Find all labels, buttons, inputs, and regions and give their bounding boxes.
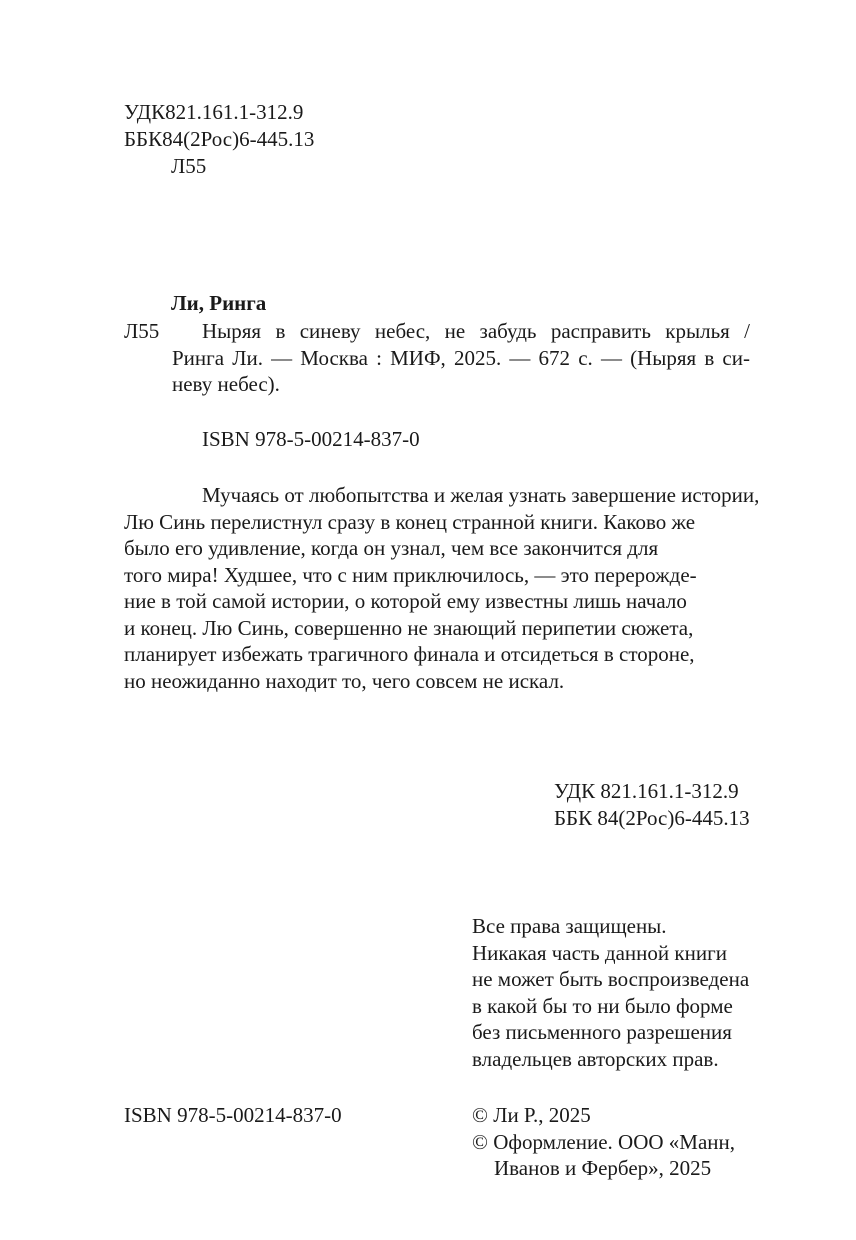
copyright-block — [472, 1102, 735, 1182]
card-author-mark: Л55 — [124, 319, 160, 343]
annotation-line: Мучаясь от любопытства и желая узнать завершение истории, — [202, 483, 760, 507]
copyright-line: © Ли Р., 2025 — [472, 1103, 591, 1127]
author-mark: Л55 — [171, 154, 207, 178]
rights-line: не может быть воспроизведена — [472, 967, 750, 991]
udk-code: УДК821.161.1-312.9 — [124, 100, 304, 124]
annotation-line: того мира! Худшее, что с ним приключилось, — это перерожде- — [124, 562, 697, 587]
card-isbn: ISBN 978-5-00214-837-0 — [202, 427, 420, 451]
rights-line: в какой бы то ни было форме — [472, 993, 733, 1018]
rights-line: владельцев авторских прав. — [472, 1046, 719, 1071]
bbk-classification: ББК 84(2Рос)6-445.13 — [554, 806, 750, 830]
annotation-line: но неожиданно находит то, чего совсем не искал. — [124, 668, 565, 693]
rights-line: Никакая часть данной книги — [472, 940, 727, 965]
annotation — [124, 482, 760, 694]
annotation-line: планирует избежать трагичного финала и отсидеться в стороне, — [124, 642, 695, 666]
annotation-line: и конец. Лю Синь, совершенно не знающий перипетии сюжета, — [124, 615, 694, 640]
rights-line: Все права защищены. — [472, 914, 667, 938]
annotation-line: было его удивление, когда он узнал, чем все закончится для — [124, 536, 659, 560]
footer-isbn: ISBN 978-5-00214-837-0 — [124, 1103, 342, 1127]
description-line: Ринга Ли. — Москва : МИФ, 2025. — 672 с. — (Ныряя в си- — [172, 345, 750, 370]
rights-line: без письменного разрешения — [472, 1020, 732, 1044]
description-line: неву небес). — [172, 372, 280, 396]
bbk-code: ББК84(2Рос)6-445.13 — [124, 127, 315, 151]
copyright-line: Иванов и Фербер», 2025 — [494, 1156, 712, 1180]
rights-notice — [472, 913, 749, 1072]
book-description — [172, 318, 750, 398]
annotation-line: ние в той самой истории, о которой ему известны лишь начало — [124, 589, 687, 613]
description-line: Ныряя в синеву небес, не забудь расправить крылья / — [202, 319, 750, 343]
copyright-line: © Оформление. ООО «Манн, — [472, 1129, 736, 1154]
udk-classification: УДК 821.161.1-312.9 — [554, 779, 739, 803]
card-author: Ли, Ринга — [171, 291, 267, 315]
annotation-line: Лю Синь перелистнул сразу в конец странной книги. Каково же — [124, 509, 696, 534]
